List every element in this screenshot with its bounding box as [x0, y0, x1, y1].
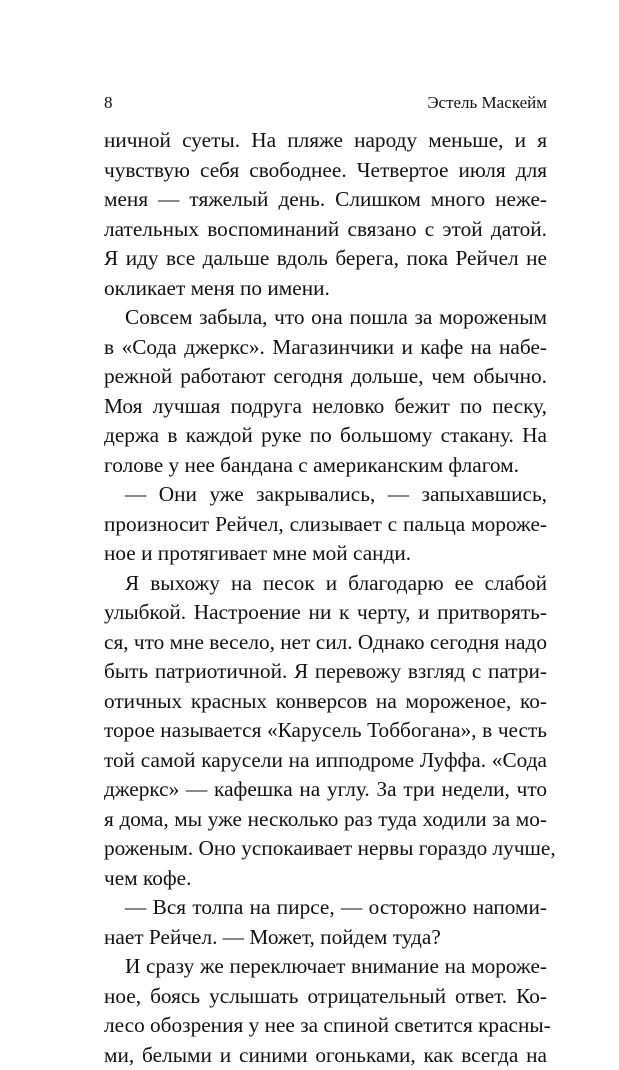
text-body	[104, 126, 547, 1070]
text-line: чем кофе.	[104, 864, 547, 894]
text-line: той самой карусели на ипподроме Луффа. «Сода	[104, 746, 547, 776]
text-line: чувствую себя свободнее. Четвертое июля для	[104, 156, 547, 186]
text-line: лесо обозрения у нее за спиной светится красны-	[104, 1011, 547, 1041]
text-line: нает Рейчел. — Может, пойдем туда?	[104, 923, 547, 953]
running-head	[104, 93, 547, 115]
paragraph-first-line: И сразу же переключает внимание на мороже-	[104, 952, 547, 982]
text-line: лательных воспоминаний связано с этой датой.	[104, 215, 547, 245]
text-line: ми, белыми и синими огоньками, как всегда на	[104, 1041, 547, 1070]
text-line: торое называется «Карусель Тоббогана», в честь	[104, 716, 547, 746]
text-line: Моя лучшая подруга неловко бежит по песку,	[104, 392, 547, 422]
author-name: Эстель Маскейм	[427, 93, 547, 113]
text-line: отичных красных конверсов на мороженое, ко-	[104, 687, 547, 717]
text-line: Я иду все дальше вдоль берега, пока Рейчел не	[104, 244, 547, 274]
text-line: джеркс» — кафешка на углу. За три недели, что	[104, 775, 547, 805]
text-line: режной работают сегодня дольше, чем обычно.	[104, 362, 547, 392]
text-line: быть патриотичной. Я перевожу взгляд с патри-	[104, 657, 547, 687]
text-line: ся, что мне весело, нет сил. Однако сегодня надо	[104, 628, 547, 658]
text-line: ное и протягивает мне мой санди.	[104, 539, 547, 569]
text-line: в «Сода джеркс». Магазинчики и кафе на набе-	[104, 333, 547, 363]
paragraph-first-line: — Они уже закрывались, — запыхавшись,	[104, 480, 547, 510]
text-line: меня — тяжелый день. Слишком много неже-	[104, 185, 547, 215]
page-number: 8	[104, 93, 113, 113]
text-line: улыбкой. Настроение ни к черту, и притворять-	[104, 598, 547, 628]
text-line: держа в каждой руке по большому стакану. На	[104, 421, 547, 451]
text-line: окликает меня по имени.	[104, 274, 547, 304]
paragraph-first-line: Я выхожу на песок и благодарю ее слабой	[104, 569, 547, 599]
text-line: голове у нее бандана с американским флагом.	[104, 451, 547, 481]
paragraph-first-line: Совсем забыла, что она пошла за мороженым	[104, 303, 547, 333]
text-line: я дома, мы уже несколько раз туда ходили за мо-	[104, 805, 547, 835]
text-line: ное, боясь услышать отрицательный ответ. Ко-	[104, 982, 547, 1012]
text-line: ничной суеты. На пляже народу меньше, и я	[104, 126, 547, 156]
text-line: роженым. Оно успокаивает нервы гораздо лучше,	[104, 834, 547, 864]
text-line: произносит Рейчел, слизывает с пальца мороже-	[104, 510, 547, 540]
paragraph-first-line: — Вся толпа на пирсе, — осторожно напоми-	[104, 893, 547, 923]
